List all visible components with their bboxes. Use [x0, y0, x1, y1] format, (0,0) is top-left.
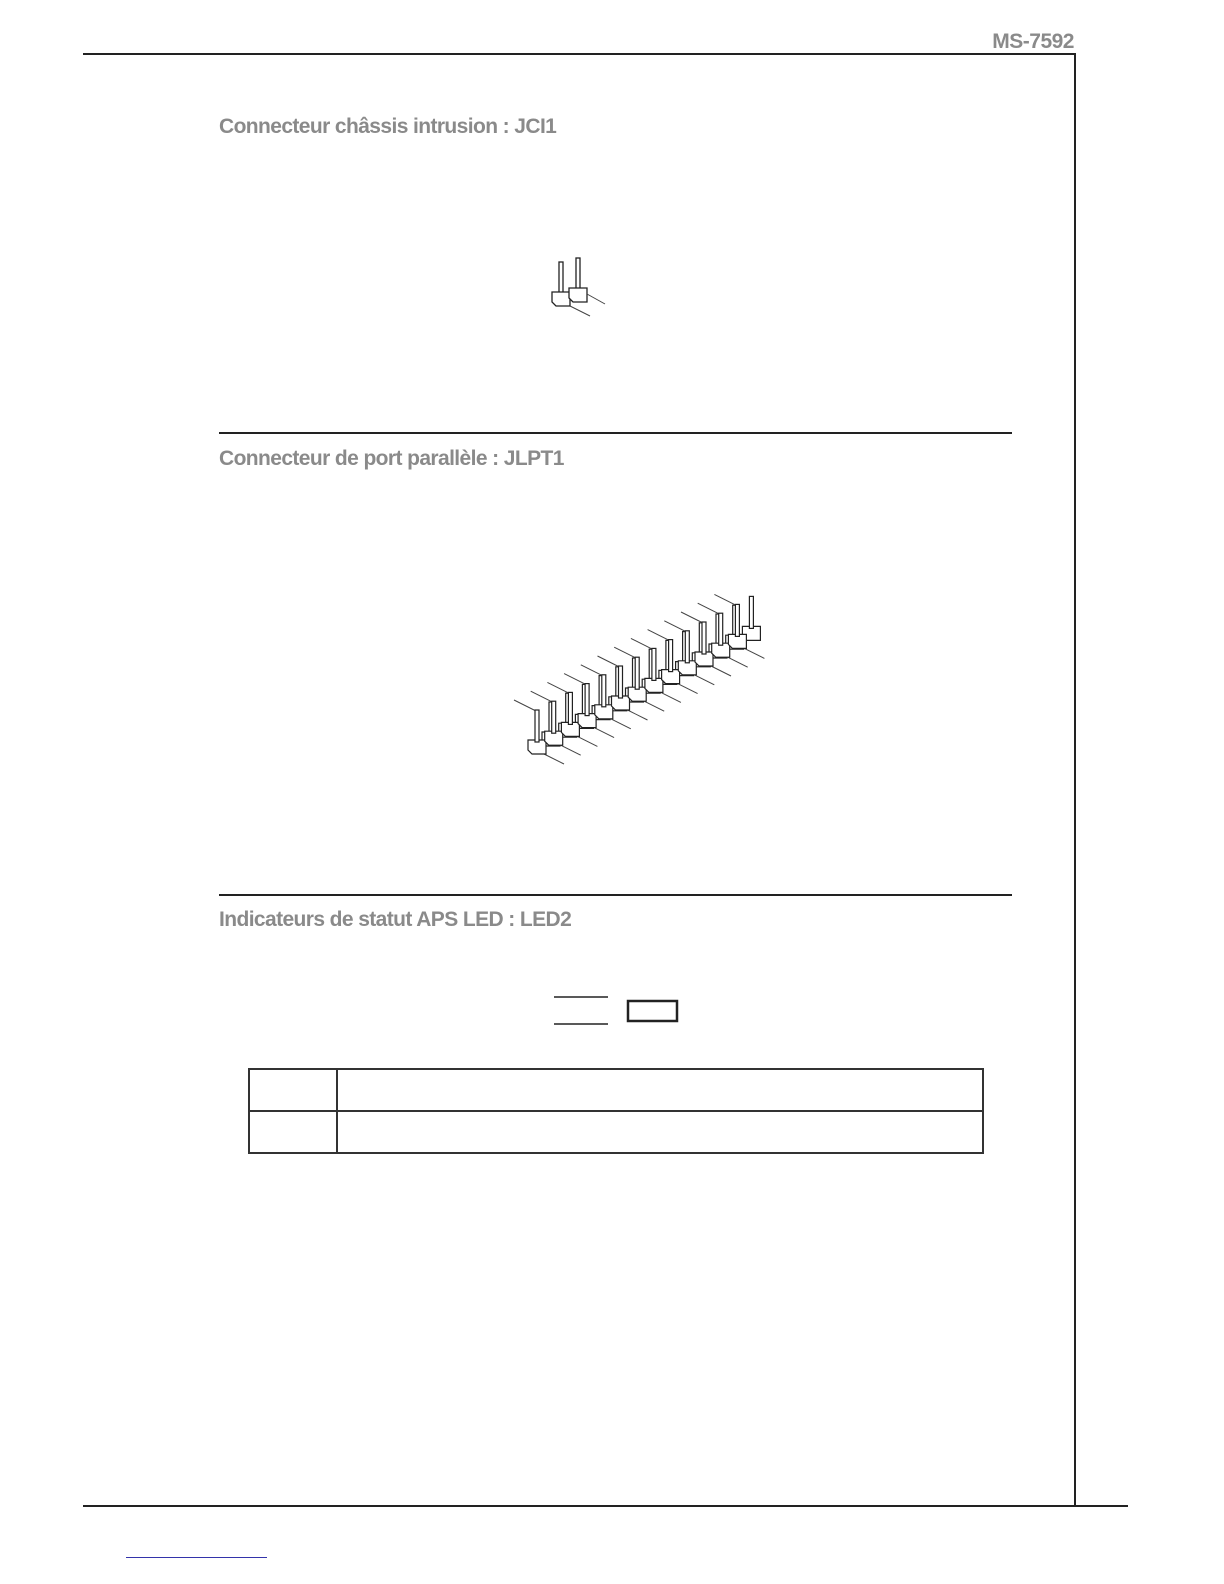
pin-leader-line [594, 728, 614, 738]
pin [552, 701, 556, 733]
led-indicator [628, 1001, 677, 1021]
footer-link-underline[interactable] [126, 1557, 267, 1558]
table-row [249, 1111, 983, 1153]
right-margin-rule [1074, 53, 1076, 1507]
led2-diagram [550, 993, 690, 1033]
pin-leader-line [611, 719, 631, 729]
section-title-jlpt1: Connecteur de port parallèle : JLPT1 [219, 447, 564, 470]
pin-leader-line [628, 710, 648, 720]
pin [635, 657, 639, 689]
pin-leader-line [644, 701, 664, 711]
header-rule [83, 53, 1076, 55]
section-divider-2 [219, 894, 1012, 896]
pin [702, 622, 706, 654]
led-status-table [248, 1068, 984, 1154]
pin-leader-line [648, 630, 672, 642]
table-cell [337, 1111, 983, 1153]
pin-leader-line [661, 692, 681, 702]
pin [652, 648, 656, 680]
model-number: MS-7592 [992, 30, 1074, 53]
jci1-connector-diagram [540, 250, 620, 330]
pin-leader-line [694, 675, 714, 685]
pin [749, 596, 753, 628]
section-divider-1 [219, 432, 1012, 434]
section-title-led2: Indicateurs de statut APS LED : LED2 [219, 908, 572, 931]
pin [602, 675, 606, 707]
section-title-jci1: Connecteur châssis intrusion : JCI1 [219, 115, 557, 138]
pin [719, 613, 723, 645]
pin [685, 631, 689, 663]
table-cell [249, 1111, 337, 1153]
pin-leader-line [544, 754, 564, 764]
pin [619, 666, 623, 698]
pin-leader-line [728, 657, 748, 667]
footer-rule [83, 1505, 1128, 1507]
pin-leader-line [561, 745, 581, 755]
table-cell [249, 1069, 337, 1111]
pin-leader-line [711, 666, 731, 676]
pin-leader-line [577, 736, 597, 746]
pin [735, 604, 739, 636]
pin [669, 640, 673, 672]
pin-leader-line [744, 648, 764, 658]
jlpt1-connector-diagram [498, 615, 798, 795]
pin-leader-line [678, 684, 698, 694]
table-row [249, 1069, 983, 1111]
pin [535, 710, 539, 742]
table-cell [337, 1069, 983, 1111]
pin [585, 684, 589, 716]
pin [568, 692, 572, 724]
